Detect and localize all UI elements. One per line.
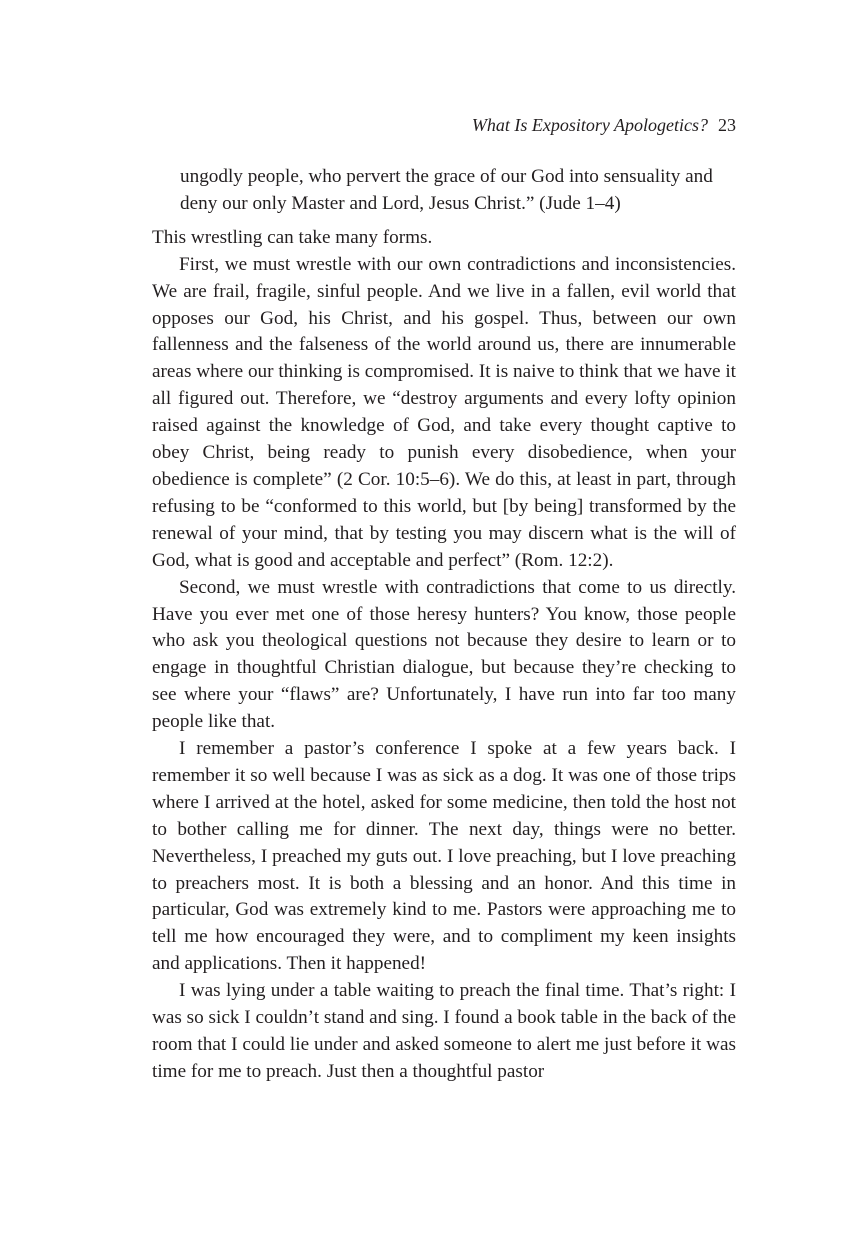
page-number: 23 (718, 115, 736, 135)
paragraph: Second, we must wrestle with contradictions that come to us directly. Have you ever met one of those heresy hunters? You know, those people who ask you theological questions not because they desire to learn or to engage in thoughtful Christian dialogue, but because they’re checking to see where your “flaws” are? Unfortunately, I have run into far too many people like that. (152, 576, 736, 733)
running-head (472, 112, 736, 138)
block-quote: ungodly people, who pervert the grace of our God into sensuality and deny our only Master and Lord, Jesus Christ.” (Jude 1–4) (180, 166, 713, 214)
paragraph: This wrestling can take many forms. (152, 226, 433, 248)
paragraph: First, we must wrestle with our own contradictions and inconsistencies. We are frail, fragile, sinful people. And we live in a fallen, evil world that opposes our God, his Christ, and his gospel. Thus, between our own fallenness and the falseness of the world around us, there are innumerable areas where our thinking is compromised. It is naive to think that we have it all figured out. Therefore, we “destroy arguments and every lofty opinion raised against the knowledge of God, and take every thought captive to obey Christ, being ready to punish every disobedience, when your obedience is complete” (2 Cor. 10:5–6). We do this, at least in part, through refusing to be “conformed to this world, but [by being] transformed by the renewal of your mind, that by testing you may discern what is the will of God, what is good and acceptable and perfect” (Rom. 12:2). (152, 253, 736, 571)
paragraph: I remember a pastor’s conference I spoke at a few years back. I remember it so well because I was as sick as a dog. It was one of those trips where I arrived at the hotel, asked for some medicine, then told the host not to bother calling me for dinner. The next day, things were no better. Nevertheless, I preached my guts out. I love preaching, but I love preaching to preachers most. It is both a blessing and an honor. And this time in particular, God was extremely kind to me. Pastors were approaching me to tell me how encouraged they were, and to compliment my keen insights and applications. Then it happened! (152, 738, 736, 975)
paragraph: I was lying under a table waiting to preach the final time. That’s right: I was so sick I couldn’t stand and sing. I found a book table in the back of the room that I could lie under and asked someone to alert me just before it was time for me to preach. Just then a thoughtful pastor (152, 980, 736, 1082)
running-head-title: What Is Expository Apologetics? (471, 115, 708, 135)
body-text (152, 164, 736, 1086)
